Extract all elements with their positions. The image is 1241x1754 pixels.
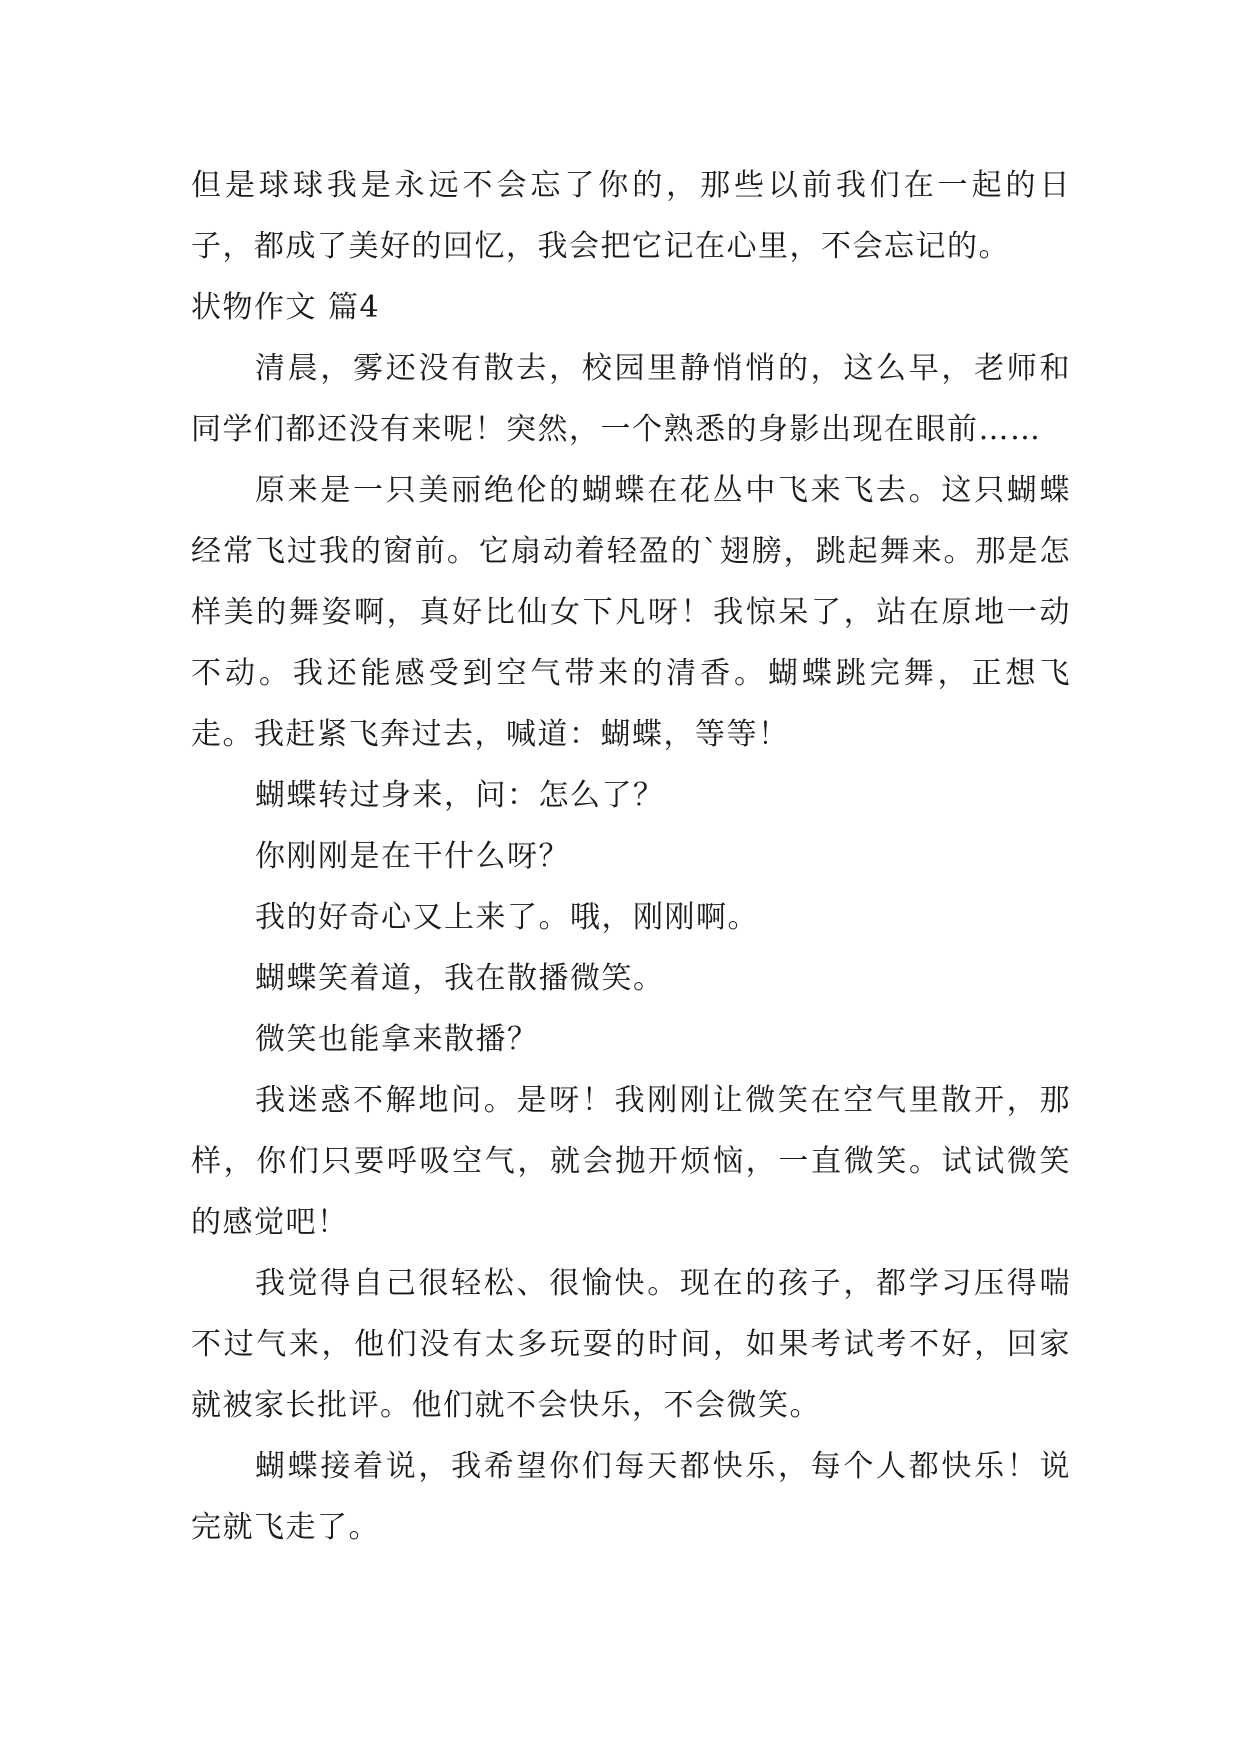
paragraph: 我的好奇心又上来了。哦，刚刚啊。 [255, 900, 759, 935]
paragraph: 蝴蝶接着说，我希望你们每天都快乐，每个人都快乐！说完就飞走了。 [191, 1449, 1071, 1545]
paragraph: 你刚刚是在干什么呀？ [255, 839, 570, 874]
section-heading: 状物作文 篇4 [191, 290, 381, 325]
paragraph: 我觉得自己很轻松、很愉快。现在的孩子，都学习压得喘不过气来，他们没有太多玩耍的时间，如果考试考不好，回家就被家长批评。他们就不会快乐，不会微笑。 [191, 1266, 1071, 1423]
paragraph: 清晨，雾还没有散去，校园里静悄悄的，这么早，老师和同学们都还没有来呢！突然，一个熟悉的身影出现在眼前…… [191, 351, 1071, 447]
paragraph: 蝴蝶笑着道，我在散播微笑。 [255, 961, 665, 996]
paragraph: 我迷惑不解地问。是呀！我刚刚让微笑在空气里散开，那样，你们只要呼吸空气，就会抛开烦恼，一直微笑。试试微笑的感觉吧！ [191, 1083, 1071, 1240]
paragraph: 原来是一只美丽绝伦的蝴蝶在花丛中飞来飞去。这只蝴蝶经常飞过我的窗前。它扇动着轻盈的`翅膀，跳起舞来。那是怎样美的舞姿啊，真好比仙女下凡呀！我惊呆了，站在原地一动不动。我还能感受到空气带来的清香。蝴蝶跳完舞，正想飞走。我赶紧飞奔过去，喊道：蝴蝶，等等！ [191, 473, 1071, 752]
paragraph: 微笑也能拿来散播？ [255, 1022, 539, 1057]
paragraph-closing-previous: 但是球球我是永远不会忘了你的，那些以前我们在一起的日子，都成了美好的回忆，我会把它记在心里，不会忘记的。 [191, 168, 1071, 264]
paragraph: 蝴蝶转过身来，问：怎么了？ [255, 778, 665, 813]
document-body [191, 155, 1071, 1558]
